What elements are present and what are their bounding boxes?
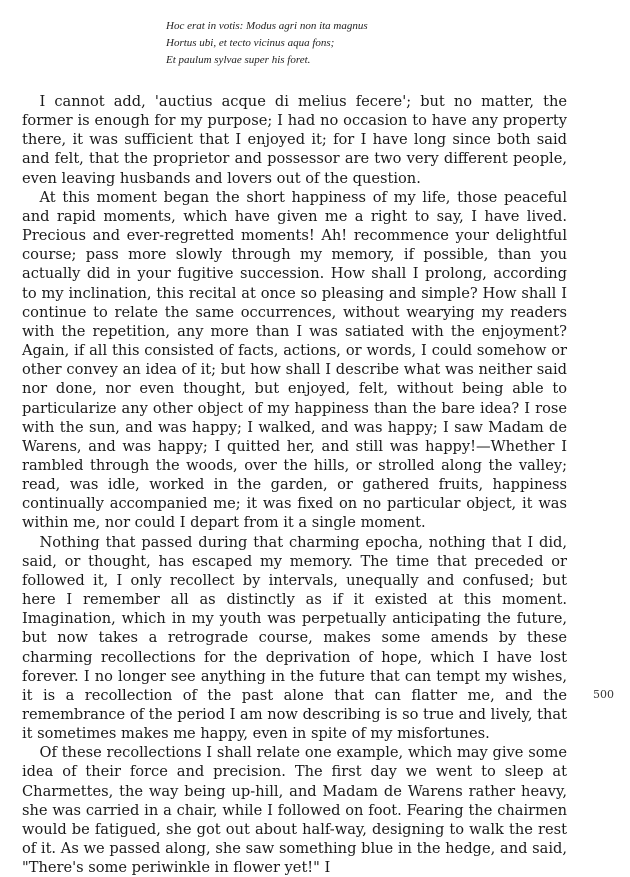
epigraph	[166, 18, 466, 69]
page-number: 500	[593, 688, 614, 701]
epigraph-line: Et paulum sylvae super his foret.	[166, 54, 311, 66]
epigraph-line: Hoc erat in votis: Modus agri non ita magnus	[166, 20, 368, 32]
paragraph: At this moment began the short happiness of my life, those peaceful and rapid moments, which have given me a right to say, I have lived. Precious and ever-regretted moments! Ah! recommence your delightful course; pass more slowly through my memory, if possible, than you actually did in your fugitive succession. How shall I prolong, according to my inclination, this recital at once so pleasing and simple? How shall I continue to relate the same occurrences, without wearying my readers with the repetition, any more than I was satiated with the enjoyment? Again, if all this consisted of facts, actions, or words, I could somehow or other convey an idea of it; but how shall I describe what was neither said nor done, nor even thought, but enjoyed, felt, without being able to particularize any other object of my happiness than the bare idea? I rose with the sun, and was happy; I walked, and was happy; I saw Madam de Warens, and was happy; I quitted her, and still was happy!—Whether I rambled through the woods, over the hills, or strolled along the valley; read, was idle, worked in the garden, or gathered fruits, happiness continually accompanied me; it was fixed on no particular object, it was within me, nor could I depart from it a single moment.	[22, 188, 567, 532]
epigraph-line: Hortus ubi, et tecto vicinus aqua fons;	[166, 37, 335, 49]
paragraph: Of these recollections I shall relate one example, which may give some idea of their force and precision. The first day we went to sleep at Charmettes, the way being up-hill, and Madam de Warens rather heavy, she was carried in a chair, while I followed on foot. Fearing the chairmen would be fatigued, she got out about half-way, designing to walk the rest of it. As we passed along, she saw something blue in the hedge, and said, "There's some periwinkle in flower yet!" I	[22, 744, 567, 877]
body-text	[22, 92, 567, 877]
paragraph: I cannot add, 'auctius acque di melius fecere'; but no matter, the former is enough for my purpose; I had no occasion to have any property there, it was sufficient that I enjoyed it; for I have long since both said and felt, that the proprietor and possessor are two very different people, even leaving husbands and lovers out of the question.	[22, 93, 567, 187]
paragraph: Nothing that passed during that charming epocha, nothing that I did, said, or thought, has escaped my memory. The time that preceded or followed it, I only recollect by intervals, unequally and confused; but here I remember all as distinctly as if it existed at this moment. Imagination, which in my youth was perpetually anticipating the future, but now takes a retrograde course, makes some amends by these charming recollections for the deprivation of hope, which I have lost forever. I no longer see anything in the future that can tempt my wishes, it is a recollection of the past alone that can flatter me, and the remembrance of the period I am now describing is so true and lively, that it sometimes makes me happy, even in spite of my misfortunes.	[22, 533, 567, 743]
